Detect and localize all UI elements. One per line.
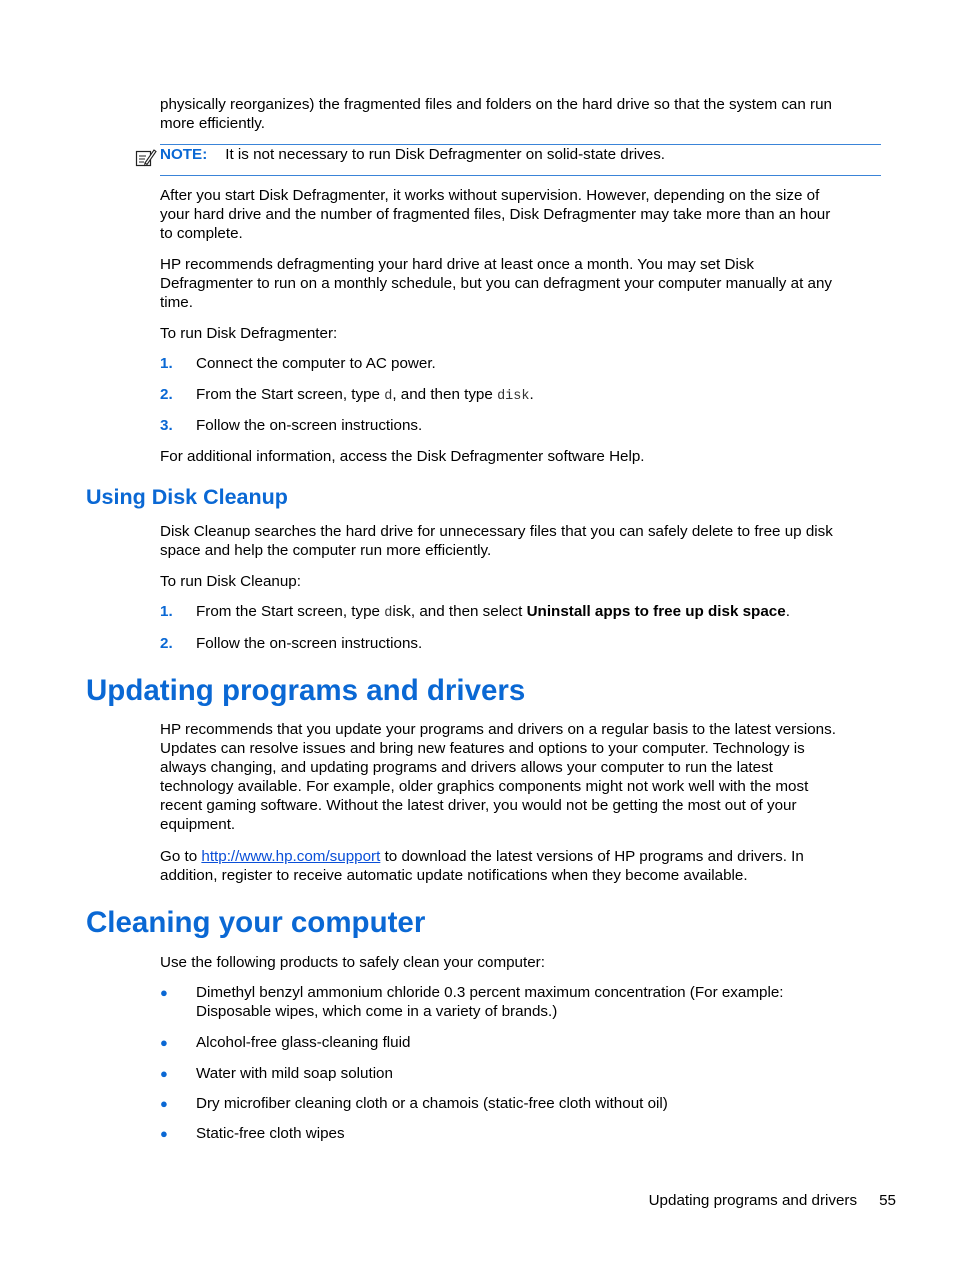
updating-goto-paragraph: Go to http://www.hp.com/support to download the latest versions of HP programs and drivers. In addition, register to receive automatic update notifications when they become available.: [160, 848, 804, 884]
bullet-icon: ●: [160, 985, 168, 1000]
bullet-icon: ●: [160, 1126, 168, 1141]
bullet-icon: ●: [160, 1035, 168, 1050]
note-text: NOTE: It is not necessary to run Disk Defragmenter on solid-state drives.: [160, 146, 666, 163]
cleanup-paragraph: Disk Cleanup searches the hard drive for unnecessary files that you can safely delete to free up disk space and help the computer run more efficiently.: [160, 523, 833, 559]
bullet-icon: ●: [160, 1096, 168, 1111]
bullet-icon: ●: [160, 1066, 168, 1081]
note-bottom-rule: [160, 175, 881, 176]
cleanup-heading: Using Disk Cleanup: [86, 485, 288, 509]
defrag-lead: To run Disk Defragmenter:: [160, 325, 338, 342]
cleaning-heading: Cleaning your computer: [86, 906, 426, 939]
page-footer: [600, 1191, 896, 1210]
defrag-paragraph-2: HP recommends defragmenting your hard drive at least once a month. You may set Disk Defragmenter to run on a monthly schedule, but you can defragment your computer manually at any time.: [160, 256, 832, 311]
footer-section-title: Updating programs and drivers: [648, 1192, 858, 1209]
cleanup-lead: To run Disk Cleanup:: [160, 573, 301, 590]
page-number: 55: [879, 1192, 896, 1209]
updating-paragraph: HP recommends that you update your programs and drivers on a regular basis to the latest versions. Updates can resolve issues and bring new features and options to your computer. Technology is always changing, and updating programs and drivers allows your computer to run the latest technology available. For example, older graphics components might not work well with the most recent gaming software. Without the latest driver, you would not be getting the most out of your equipment.: [160, 721, 836, 833]
updating-heading: Updating programs and drivers: [86, 674, 526, 707]
defrag-help-text: For additional information, access the Disk Defragmenter software Help.: [160, 448, 645, 465]
intro-paragraph: physically reorganizes) the fragmented files and folders on the hard drive so that the system can run more efficiently.: [160, 96, 832, 132]
note-pencil-icon: [135, 148, 157, 168]
cleaning-lead: Use the following products to safely clean your computer:: [160, 954, 545, 971]
hp-support-link[interactable]: http://www.hp.com/support: [201, 848, 381, 865]
defrag-paragraph-1: After you start Disk Defragmenter, it works without supervision. However, depending on the size of your hard drive and the number of fragmented files, Disk Defragmenter may take more than an hour to complete.: [160, 187, 831, 242]
note-label: NOTE:: [160, 146, 208, 163]
